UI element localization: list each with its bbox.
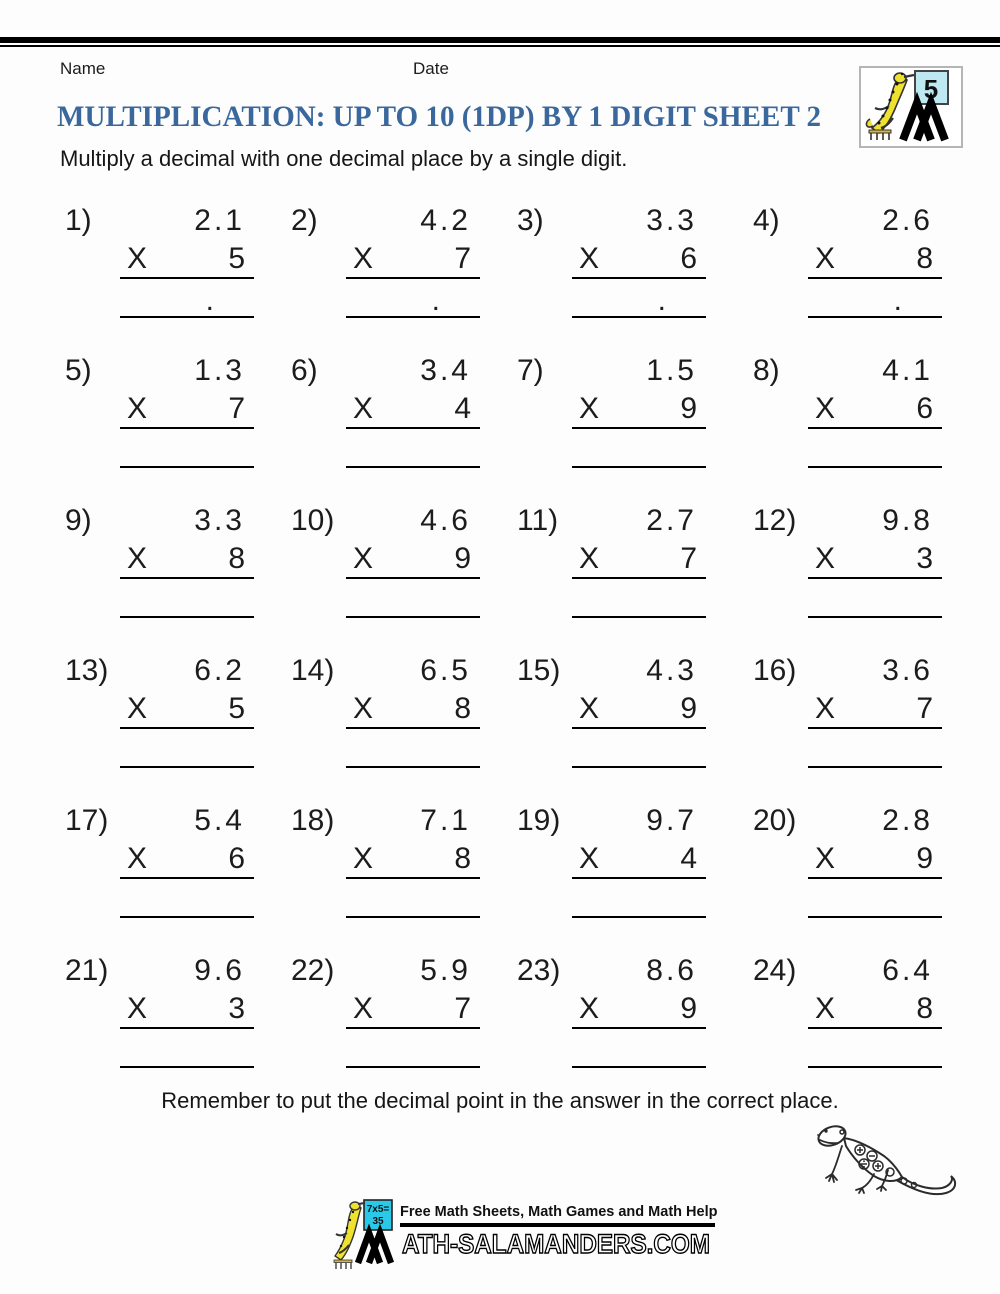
operand-value: 2.7: [646, 504, 697, 537]
decimal-hint: .: [205, 284, 214, 317]
problem-number: 4): [753, 204, 780, 237]
problem-5: [65, 352, 289, 502]
multiplier-row: [346, 690, 480, 729]
decimal-hint: .: [431, 284, 440, 317]
footer-board-line2: 35: [372, 1216, 384, 1227]
problem-21: [65, 952, 289, 1102]
problem-block: [120, 802, 254, 918]
multiplier-row: [120, 240, 254, 279]
multiply-sign: X: [127, 242, 148, 275]
site-name: [400, 1228, 715, 1260]
multiplier-row: [120, 390, 254, 429]
operand-value: 9.7: [646, 804, 697, 837]
answer-line: [346, 1029, 480, 1068]
problem-2: [291, 202, 515, 352]
operand-value: 4.3: [646, 654, 697, 687]
multiplier-value: 6: [916, 392, 933, 425]
answer-line: [572, 429, 706, 468]
problem-7: [517, 352, 751, 502]
multiplier-value: 8: [454, 842, 471, 875]
multiplier-value: 9: [916, 842, 933, 875]
problem-6: [291, 352, 515, 502]
site-name-text: ATH-SALAMANDERS.COM: [402, 1229, 710, 1259]
multiplier-row: [120, 990, 254, 1029]
answer-line: [572, 1029, 706, 1068]
salamander-easel-logo-icon: [331, 1197, 397, 1273]
multiplier-value: 7: [680, 542, 697, 575]
problem-number: 13): [65, 654, 109, 687]
problem-block: [120, 502, 254, 618]
multiplier-row: [346, 240, 480, 279]
problem-number: 12): [753, 504, 797, 537]
problem-number: 3): [517, 204, 544, 237]
multiply-sign: X: [815, 842, 836, 875]
problem-number: 17): [65, 804, 109, 837]
decimal-hint: .: [657, 284, 666, 317]
problem-18: [291, 802, 515, 952]
operand-value: 3.3: [194, 504, 245, 537]
multiplier-row: [346, 990, 480, 1029]
gecko-icon: [808, 1120, 960, 1200]
operand-value: 2.1: [194, 204, 245, 237]
answer-line: [572, 879, 706, 918]
multiply-sign: X: [815, 542, 836, 575]
multiplier-row: [808, 240, 942, 279]
problem-number: 14): [291, 654, 335, 687]
answer-line: [120, 579, 254, 618]
operand-value: 3.4: [420, 354, 471, 387]
multiplier-row: [808, 390, 942, 429]
answer-line: [808, 429, 942, 468]
multiplier-value: 9: [680, 992, 697, 1025]
problem-number: 21): [65, 954, 109, 987]
answer-line: [346, 579, 480, 618]
answer-line: [808, 579, 942, 618]
problem-24: [753, 952, 951, 1102]
problem-block: [346, 652, 480, 768]
multiplier-row: [808, 690, 942, 729]
multiplier-value: 9: [454, 542, 471, 575]
problem-block: [120, 352, 254, 468]
problem-number: 5): [65, 354, 92, 387]
multiplier-row: [120, 690, 254, 729]
multiplier-row: [346, 390, 480, 429]
problem-block: [572, 352, 706, 468]
multiply-sign: X: [815, 692, 836, 725]
problems-grid: [63, 202, 951, 1102]
problem-number: 6): [291, 354, 318, 387]
multiply-sign: X: [815, 992, 836, 1025]
multiply-sign: X: [353, 392, 374, 425]
problem-block: [808, 802, 942, 918]
problem-block: [346, 802, 480, 918]
multiply-sign: X: [579, 842, 600, 875]
operand-value: 1.5: [646, 354, 697, 387]
problem-4: [753, 202, 951, 352]
problem-block: [808, 502, 942, 618]
answer-line: [808, 279, 942, 318]
multiplier-row: [808, 990, 942, 1029]
problem-8: [753, 352, 951, 502]
problem-block: [346, 952, 480, 1068]
multiplier-value: 8: [916, 992, 933, 1025]
problem-17: [65, 802, 289, 952]
answer-line: [346, 879, 480, 918]
problem-number: 20): [753, 804, 797, 837]
multiply-sign: X: [815, 242, 836, 275]
footer-board-line1: 7x5=: [366, 1204, 390, 1215]
multiplier-row: [120, 840, 254, 879]
salamander-grade-badge-icon: [859, 66, 963, 148]
operand-value: 4.2: [420, 204, 471, 237]
reminder-text: Remember to put the decimal point in the answer in the correct place.: [161, 1088, 839, 1113]
problem-20: [753, 802, 951, 952]
multiply-sign: X: [127, 842, 148, 875]
problem-number: 22): [291, 954, 335, 987]
problem-11: [517, 502, 751, 652]
problem-block: [808, 652, 942, 768]
problem-block: [808, 352, 942, 468]
problem-number: 2): [291, 204, 318, 237]
multiplier-value: 4: [454, 392, 471, 425]
problem-block: [120, 202, 254, 318]
problem-number: 11): [517, 504, 559, 537]
multiplier-row: [572, 990, 706, 1029]
multiplier-value: 8: [228, 542, 245, 575]
subtitle: Multiply a decimal with one decimal place by a single digit.: [60, 146, 628, 171]
multiply-sign: X: [579, 242, 600, 275]
name-label: Name: [60, 59, 106, 78]
multiplier-value: 6: [680, 242, 697, 275]
multiply-sign: X: [353, 992, 374, 1025]
multiplier-value: 3: [228, 992, 245, 1025]
multiply-sign: X: [579, 542, 600, 575]
problem-23: [517, 952, 751, 1102]
grade-number: 5: [923, 74, 939, 104]
answer-line: [120, 279, 254, 318]
multiply-sign: X: [579, 992, 600, 1025]
multiply-sign: X: [127, 992, 148, 1025]
footer-text-block: [400, 1197, 718, 1265]
multiply-sign: X: [127, 542, 148, 575]
problem-1: [65, 202, 289, 352]
multiply-sign: X: [579, 392, 600, 425]
multiply-sign: X: [353, 692, 374, 725]
operand-value: 3.6: [882, 654, 933, 687]
decimal-hint: .: [893, 284, 902, 317]
problem-16: [753, 652, 951, 802]
multiply-sign: X: [127, 392, 148, 425]
multiplier-row: [346, 540, 480, 579]
operand-value: 6.5: [420, 654, 471, 687]
problem-15: [517, 652, 751, 802]
multiply-sign: X: [353, 242, 374, 275]
problem-9: [65, 502, 289, 652]
answer-line: [346, 429, 480, 468]
answer-line: [808, 729, 942, 768]
operand-value: 9.8: [882, 504, 933, 537]
operand-value: 5.4: [194, 804, 245, 837]
footer-divider-bar: [400, 1223, 715, 1227]
multiply-sign: X: [815, 392, 836, 425]
multiply-sign: X: [353, 842, 374, 875]
problem-22: [291, 952, 515, 1102]
problem-block: [572, 652, 706, 768]
answer-line: [346, 729, 480, 768]
answer-line: [572, 279, 706, 318]
problem-block: [572, 802, 706, 918]
problem-number: 7): [517, 354, 544, 387]
multiplier-row: [808, 540, 942, 579]
problem-block: [120, 952, 254, 1068]
operand-value: 7.1: [420, 804, 471, 837]
multiplier-value: 3: [916, 542, 933, 575]
multiplier-row: [572, 240, 706, 279]
multiplier-row: [572, 390, 706, 429]
problem-block: [346, 502, 480, 618]
multiplier-row: [120, 540, 254, 579]
problem-number: 19): [517, 804, 561, 837]
problem-block: [572, 952, 706, 1068]
operand-value: 5.9: [420, 954, 471, 987]
multiplier-value: 7: [454, 992, 471, 1025]
footer-m-glyph: [358, 1233, 391, 1263]
problem-block: [808, 952, 942, 1068]
operand-value: 2.8: [882, 804, 933, 837]
operand-value: 8.6: [646, 954, 697, 987]
multiplier-row: [572, 840, 706, 879]
operand-value: 6.4: [882, 954, 933, 987]
answer-line: [120, 1029, 254, 1068]
problem-block: [346, 352, 480, 468]
multiplier-row: [808, 840, 942, 879]
multiplier-row: [572, 540, 706, 579]
multiply-sign: X: [579, 692, 600, 725]
problem-number: 8): [753, 354, 780, 387]
problem-14: [291, 652, 515, 802]
multiplier-value: 5: [228, 242, 245, 275]
answer-line: [572, 729, 706, 768]
problem-number: 24): [753, 954, 797, 987]
multiply-sign: X: [353, 542, 374, 575]
problem-3: [517, 202, 751, 352]
date-label: Date: [413, 59, 449, 78]
top-border: [0, 37, 1000, 47]
problem-number: 16): [753, 654, 797, 687]
problem-number: 10): [291, 504, 335, 537]
problem-number: 15): [517, 654, 561, 687]
answer-line: [346, 279, 480, 318]
operand-value: 1.3: [194, 354, 245, 387]
answer-line: [572, 579, 706, 618]
multiplier-value: 4: [680, 842, 697, 875]
footer-logo: [331, 1197, 718, 1273]
problem-number: 9): [65, 504, 92, 537]
problem-block: [572, 202, 706, 318]
problem-number: 18): [291, 804, 335, 837]
page-title: MULTIPLICATION: UP TO 10 (1DP) BY 1 DIGIT SHEET 2: [57, 100, 822, 133]
multiplier-value: 6: [228, 842, 245, 875]
multiplier-value: 9: [680, 692, 697, 725]
problem-number: 1): [65, 204, 92, 237]
answer-line: [120, 879, 254, 918]
multiplier-value: 9: [680, 392, 697, 425]
problem-block: [808, 202, 942, 318]
operand-value: 4.1: [882, 354, 933, 387]
multiplier-value: 8: [454, 692, 471, 725]
operand-value: 6.2: [194, 654, 245, 687]
operand-value: 2.6: [882, 204, 933, 237]
answer-line: [808, 879, 942, 918]
multiplier-value: 7: [916, 692, 933, 725]
operand-value: 3.3: [646, 204, 697, 237]
multiplier-row: [572, 690, 706, 729]
problem-10: [291, 502, 515, 652]
operand-value: 9.6: [194, 954, 245, 987]
footer-tagline: Free Math Sheets, Math Games and Math Help: [400, 1204, 718, 1220]
top-border-thin-rule: [0, 45, 1000, 47]
problem-block: [572, 502, 706, 618]
multiplier-row: [346, 840, 480, 879]
multiplier-value: 8: [916, 242, 933, 275]
problem-block: [346, 202, 480, 318]
answer-line: [808, 1029, 942, 1068]
answer-line: [120, 429, 254, 468]
problem-block: [120, 652, 254, 768]
problem-12: [753, 502, 951, 652]
answer-line: [120, 729, 254, 768]
multiplier-value: 7: [454, 242, 471, 275]
multiplier-value: 5: [228, 692, 245, 725]
operand-value: 4.6: [420, 504, 471, 537]
problem-number: 23): [517, 954, 561, 987]
footer-board: [364, 1200, 392, 1230]
multiply-sign: X: [127, 692, 148, 725]
problem-13: [65, 652, 289, 802]
multiplier-value: 7: [228, 392, 245, 425]
problem-19: [517, 802, 751, 952]
